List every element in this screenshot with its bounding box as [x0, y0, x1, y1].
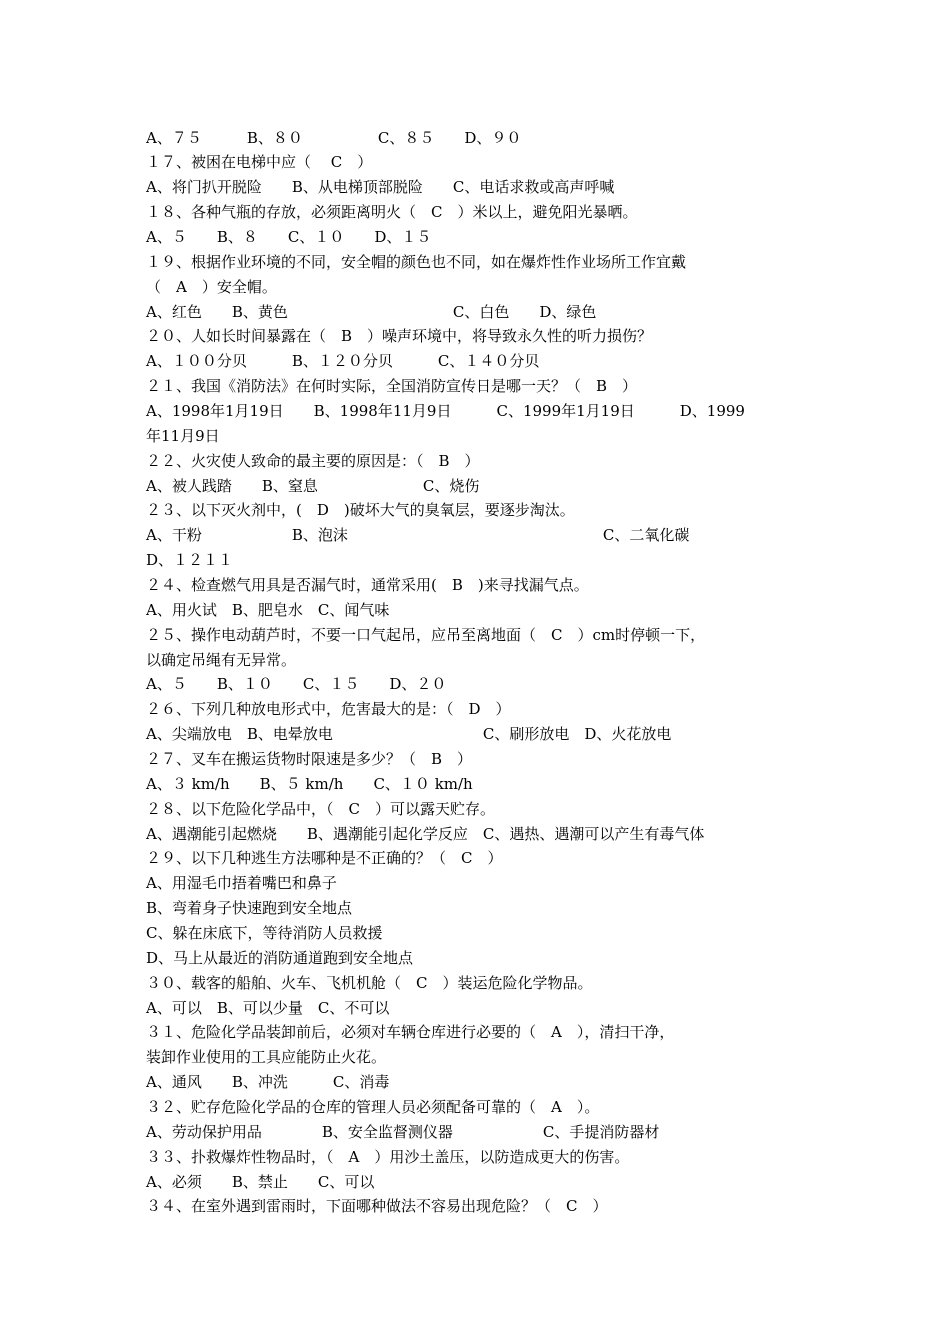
text-line: A、３ km/h B、５ km/h C、１０ km/h — [146, 775, 473, 793]
question-30: ３０、载客的船舶、火车、飞机机舱（ C ）装运危险化学物品。 — [146, 974, 593, 992]
text-line: A、５ B、８ C、１０ D、１５ — [146, 228, 432, 246]
text-line: A、通风 B、冲洗 C、消毒 — [146, 1073, 390, 1091]
question-22: ２２、火灾使人致命的最主要的原因是：（ B ） — [146, 452, 480, 470]
text-line: D、１２１１ — [146, 551, 234, 569]
question-34: ３４、在室外遇到雷雨时，下面哪种做法不容易出现危险？（ C ） — [146, 1197, 608, 1215]
text-line: A、1998年1月19日 B、1998年11月9日 C、1999年1月19日 D、1999 — [146, 402, 745, 420]
question-18: １８、各种气瓶的存放，必须距离明火（ C ）米以上，避免阳光暴晒。 — [146, 203, 638, 221]
question-29: ２９、以下几种逃生方法哪种是不正确的？（ C ） — [146, 849, 503, 867]
text-line: A、被人践踏 B、窒息 C、烧伤 — [146, 477, 480, 495]
text-line: 以确定吊绳有无异常。 — [146, 651, 297, 669]
text-line: A、用湿毛巾捂着嘴巴和鼻子 — [146, 874, 337, 892]
question-21: ２１、我国《消防法》在何时实际，全国消防宣传日是哪一天？（ B ） — [146, 377, 638, 395]
text-line: A、遇潮能引起燃烧 B、遇潮能引起化学反应 C、遇热、遇潮可以产生有毒气体 — [146, 825, 705, 843]
text-line: A、７５ B、８０ C、８５ D、９０ — [146, 129, 522, 147]
text-line: A、１００分贝 B、１２０分贝 C、１４０分贝 — [146, 352, 540, 370]
question-32: ３２、贮存危险化学品的仓库的管理人员必须配备可靠的（ A ）。 — [146, 1098, 600, 1116]
text-line: C、躲在床底下，等待消防人员救援 — [146, 924, 383, 942]
text-line: A、可以 B、可以少量 C、不可以 — [146, 999, 390, 1017]
question-33: ３３、扑救爆炸性物品时，（ A ）用沙土盖压，以防造成更大的伤害。 — [146, 1148, 630, 1166]
question-25: ２５、操作电动葫芦时，不要一口气起吊，应吊至离地面（ C ）cm时停顿一下， — [146, 626, 706, 644]
text-line: A、５ B、１０ C、１５ D、２０ — [146, 675, 447, 693]
question-27: ２７、叉车在搬运货物时限速是多少？（ B ） — [146, 750, 473, 768]
text-line: 装卸作业使用的工具应能防止火花。 — [146, 1048, 387, 1066]
text-line: D、马上从最近的消防通道跑到安全地点 — [146, 949, 414, 967]
text-line: （ A ）安全帽。 — [146, 278, 277, 296]
text-line: A、用火试 B、肥皂水 C、闻气味 — [146, 601, 390, 619]
text-line: A、必须 B、禁止 C、可以 — [146, 1173, 375, 1191]
text-line: A、干粉 B、泡沫 C、二氧化碳 — [146, 526, 690, 544]
text-line: A、尖端放电 B、电晕放电 C、刷形放电 D、火花放电 — [146, 725, 672, 743]
question-23: ２３、以下灭火剂中，( D )破坏大气的臭氧层，要逐步淘汰。 — [146, 501, 575, 519]
question-19: １９、根据作业环境的不同，安全帽的颜色也不同，如在爆炸性作业场所工作宜戴 — [146, 253, 687, 271]
question-17: １７、被困在电梯中应（ C ） — [146, 153, 373, 171]
question-20: ２０、人如长时间暴露在（ B ）噪声环境中，将导致永久性的听力损伤？ — [146, 327, 653, 345]
text-line: A、将门扒开脱险 B、从电梯顶部脱险 C、电话求救或高声呼喊 — [146, 178, 615, 196]
text-line: 年11月9日 — [146, 427, 220, 445]
text-line: A、红色 B、黄色 C、白色 D、绿色 — [146, 303, 597, 321]
question-24: ２４、检查燃气用具是否漏气时，通常采用( B )来寻找漏气点。 — [146, 576, 589, 594]
question-26: ２６、下列几种放电形式中，危害最大的是：（ D ） — [146, 700, 511, 718]
text-line: A、劳动保护用品 B、安全监督测仪器 C、手提消防器材 — [146, 1123, 660, 1141]
question-28: ２８、以下危险化学品中，（ C ）可以露天贮存。 — [146, 800, 495, 818]
text-line: B、弯着身子快速跑到安全地点 — [146, 899, 353, 917]
question-31: ３１、危险化学品装卸前后，必须对车辆仓库进行必要的（ A ），清扫干净， — [146, 1023, 675, 1041]
